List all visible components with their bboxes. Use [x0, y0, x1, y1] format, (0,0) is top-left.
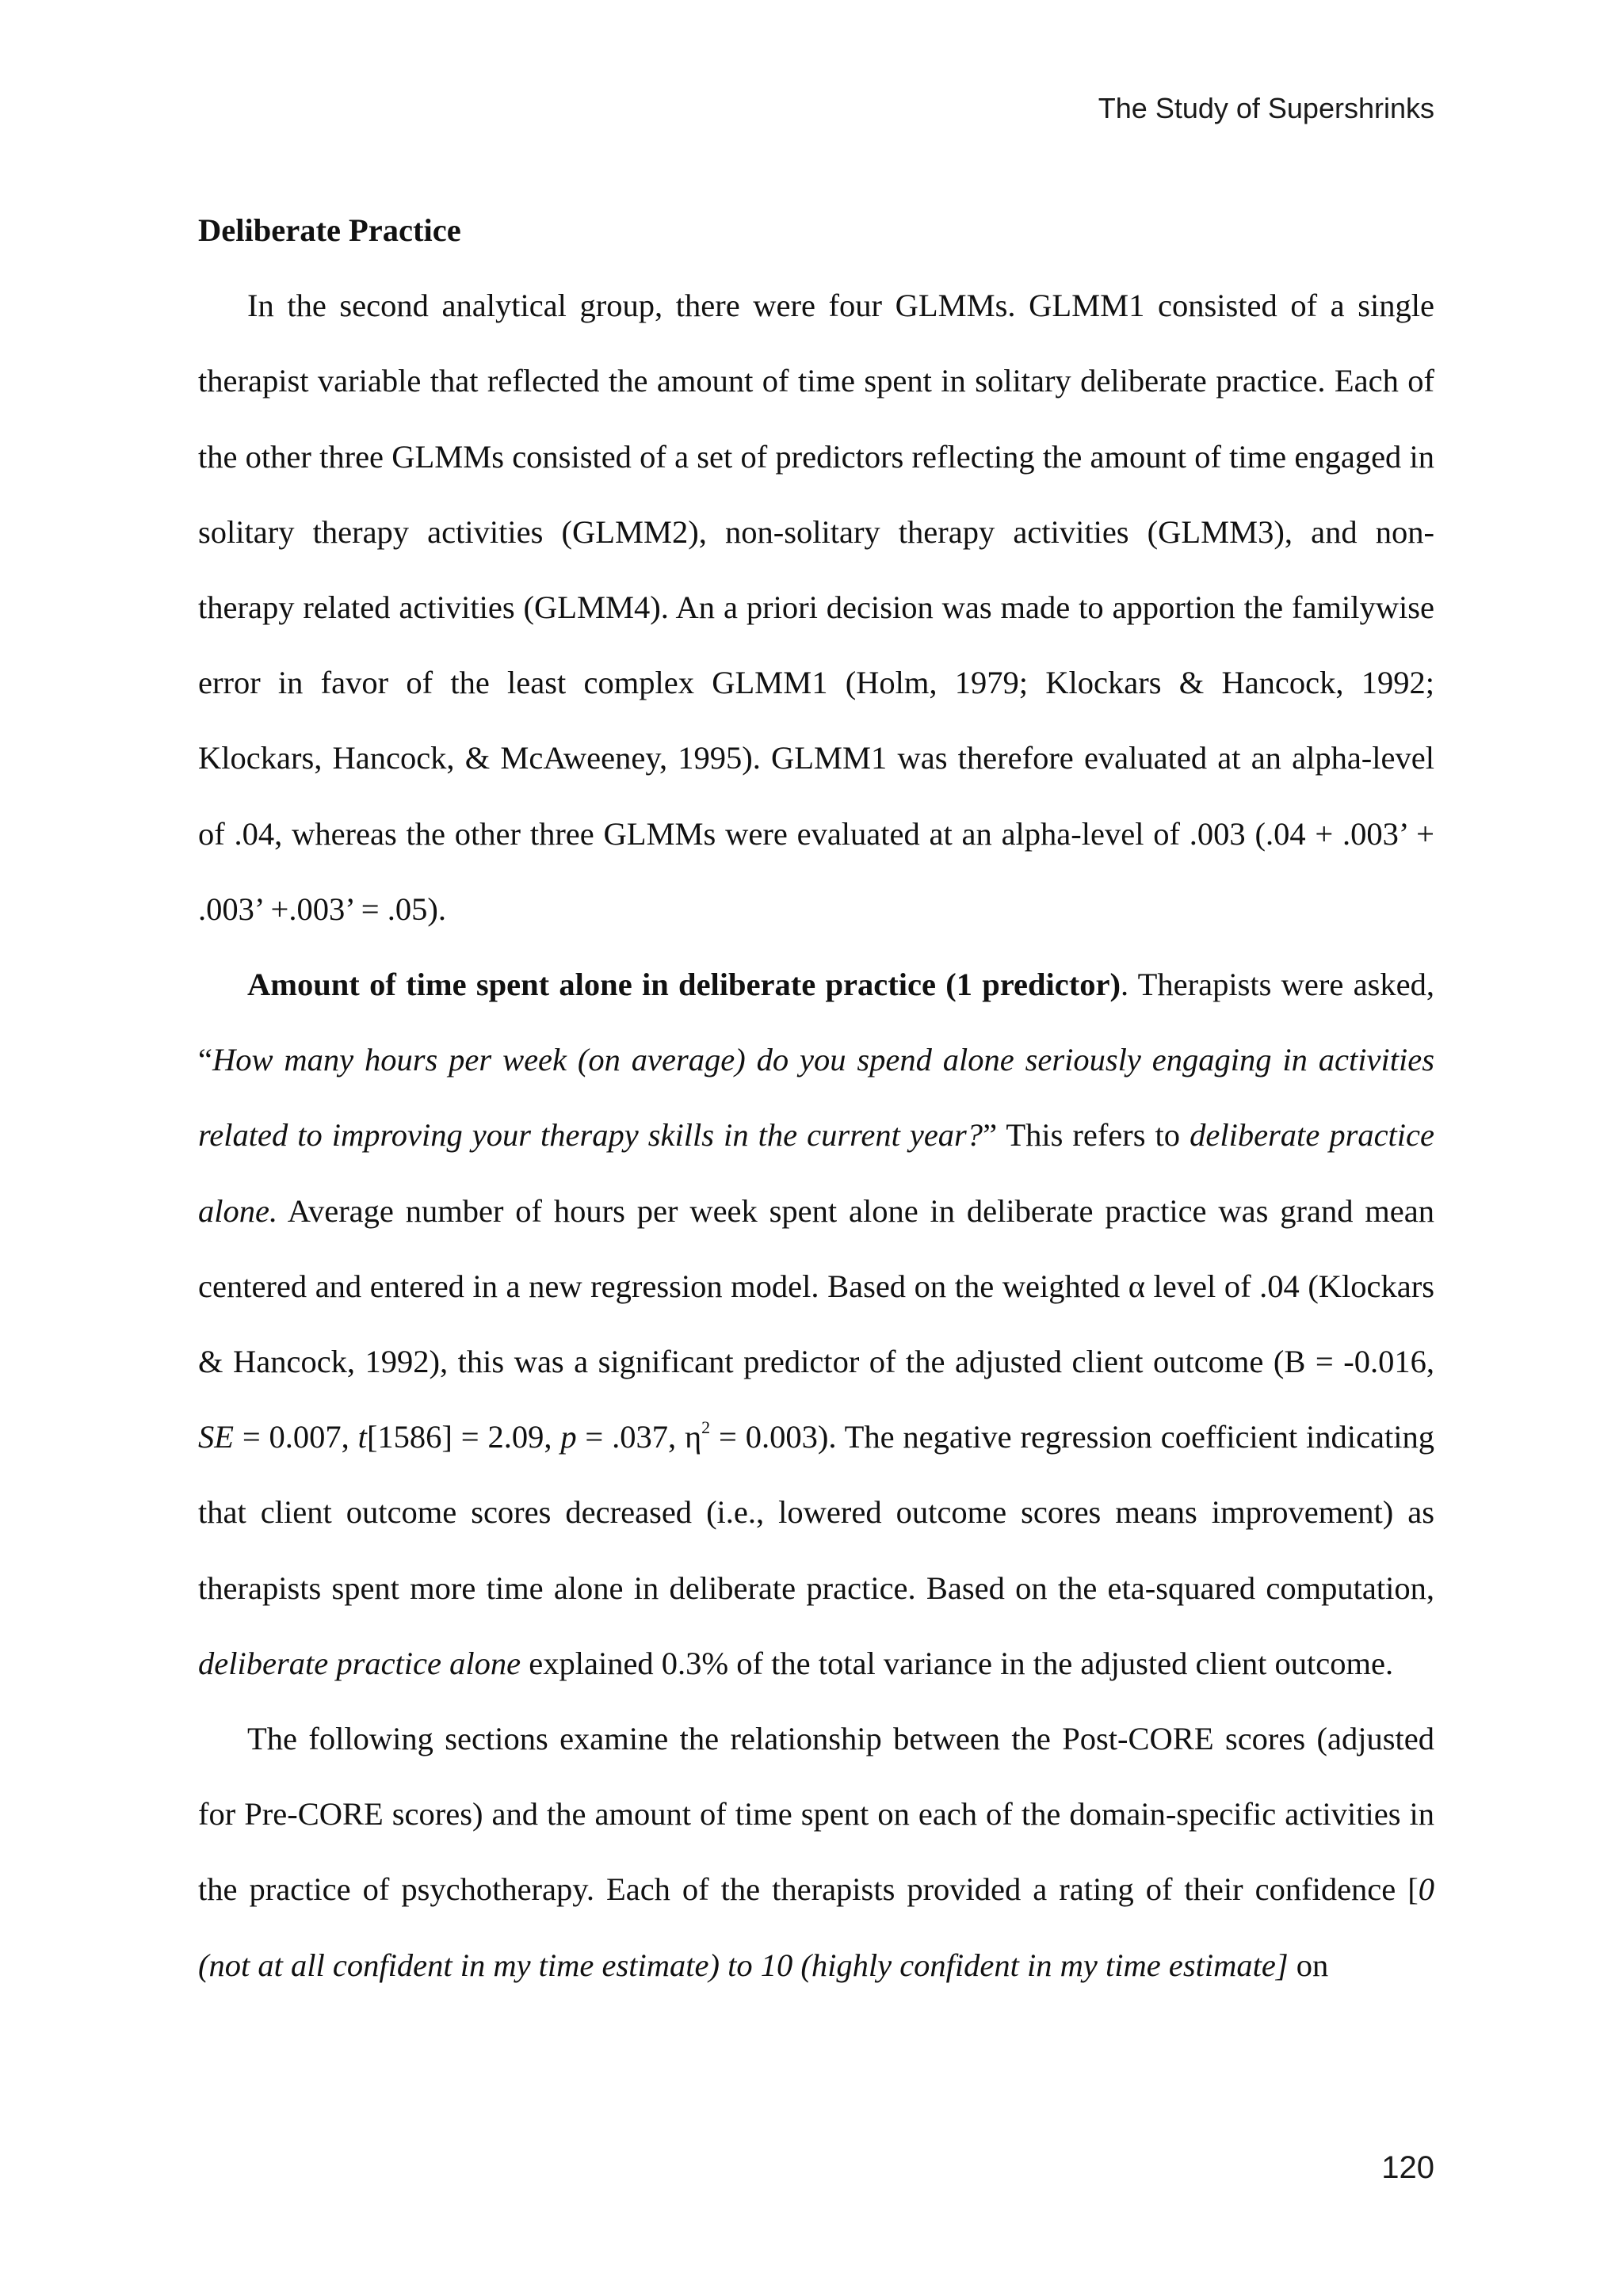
- text-segment: explained 0.3% of the total variance in the adjusted client outcome.: [521, 1645, 1394, 1681]
- text-segment: on: [1288, 1947, 1329, 1983]
- text-segment: The following sections examine the relationship between the Post-CORE scores (adjusted for Pre-CORE scores) and the amount of time spent on each of the domain-specific activities in the practice of psychotherapy. Each of the therapists provided a rating of their confidence [: [198, 1721, 1434, 1908]
- running-head: The Study of Supershrinks: [1098, 92, 1434, 124]
- confidence-scale: 0 (not at all confident in my time estimate) to 10 (highly confident in my time estimate]: [198, 1871, 1434, 1983]
- term-deliberate-practice-alone: deliberate practice alone.: [198, 1117, 1435, 1229]
- stat-symbol-t: t: [357, 1419, 367, 1455]
- text-segment: [1586] = 2.09,: [366, 1419, 561, 1455]
- text-segment: . Therapists were asked, “: [198, 967, 1434, 1078]
- text-segment: ” This refers to: [983, 1117, 1190, 1154]
- section-heading: Deliberate Practice: [198, 212, 461, 248]
- text-segment: = .037, η: [576, 1419, 702, 1455]
- paragraph-following-sections: [198, 1701, 1434, 2003]
- text-segment: = 0.003). The negative regression coefficient indicating that client outcome scores decreased (i.e., lowered outcome scores means improvement) as therapists spent more time alone in deliberate practice. Based on the eta-squared computation,: [198, 1419, 1434, 1606]
- paragraph-analytical-group: In the second analytical group, there were four GLMMs. GLMM1 consisted of a single therapist variable that reflected the amount of time spent in solitary deliberate practice. Each of the other three GLMMs consisted of a set of predictors reflecting the amount of time engaged in solitary therapy activities (GLMM2), non-solitary therapy activities (GLMM3), and non-therapy related activities (GLMM4). An a priori decision was made to apportion the familywise error in favor of the least complex GLMM1 (Holm, 1979; Klockars & Hancock, 1992; Klockars, Hancock, & McAweeney, 1995). GLMM1 was therefore evaluated at an alpha-level of .04, whereas the other three GLMMs were evaluated at an alpha-level of .003 (.04 + .003’ + .003’ +.003’ = .05).: [198, 288, 1434, 927]
- term-deliberate-practice-alone: deliberate practice alone: [198, 1645, 521, 1681]
- run-in-heading: Amount of time spent alone in deliberate practice (1 predictor): [247, 967, 1121, 1003]
- paragraph-time-alone: [198, 947, 1434, 1701]
- stat-symbol-se: SE: [198, 1419, 234, 1455]
- survey-question: How many hours per week (on average) do you spend alone seriously engaging in activities related to improving your therapy skills in the current year?: [198, 1042, 1434, 1154]
- eta-squared-exponent: 2: [701, 1417, 711, 1437]
- stat-symbol-p: p: [560, 1419, 577, 1455]
- body-text: [198, 193, 1434, 2003]
- page-number: 120: [1381, 2150, 1434, 2185]
- text-segment: = 0.007,: [234, 1419, 358, 1455]
- text-segment: Average number of hours per week spent alone in deliberate practice was grand mean centered and entered in a new regression model. Based on the weighted α level of .04 (Klockars & Hancock, 1992), this was a significant predictor of the adjusted client outcome (B = -0.016,: [198, 1192, 1434, 1380]
